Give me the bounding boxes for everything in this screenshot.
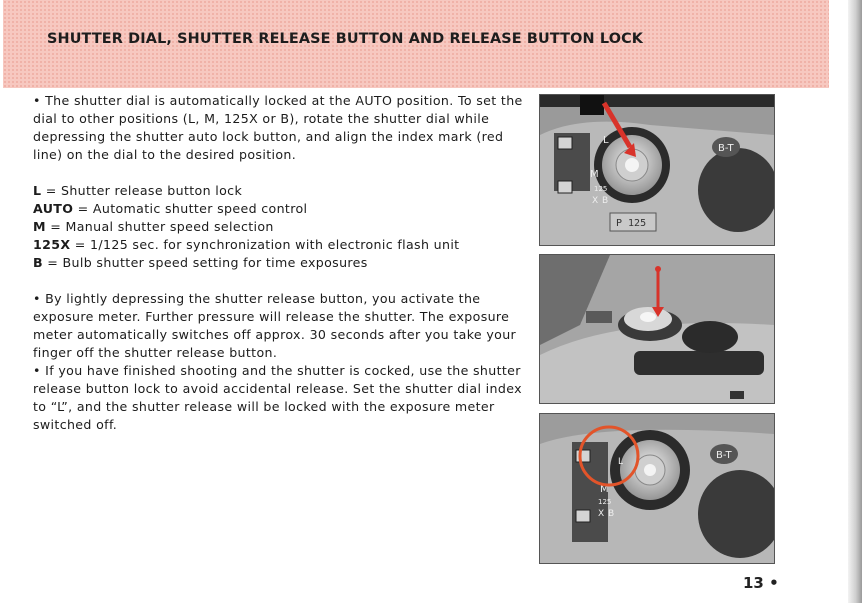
- definition-desc: = Automatic shutter speed control: [73, 201, 308, 216]
- dial-letter-m: M: [600, 484, 609, 495]
- definition-line: [33, 200, 528, 218]
- dial-letter-125: 125: [598, 498, 612, 506]
- dial-letter-m: M: [590, 169, 599, 180]
- section-title: SHUTTER DIAL, SHUTTER RELEASE BUTTON AND RELEASE BUTTON LOCK: [47, 31, 644, 47]
- definition-term: B: [33, 255, 43, 270]
- page-number-bullet: •: [769, 574, 779, 592]
- mode-marker-text: B-T: [716, 450, 732, 461]
- dial-letter-b: B: [602, 196, 609, 206]
- definition-term: M: [33, 219, 46, 234]
- page-number: [743, 574, 779, 592]
- definition-term: AUTO: [33, 201, 74, 216]
- definition-term: 125X: [33, 237, 71, 252]
- definition-desc: = Bulb shutter speed setting for time exposures: [42, 255, 368, 270]
- intro-paragraph: • The shutter dial is automatically locked at the AUTO position. To set the dial to other positions (L, M, 125X or B), rotate the shutter dial while depressing the shutter auto lock button, and align the index mark (red line) on the dial to the desired position.: [33, 93, 523, 162]
- definition-desc: = Manual shutter speed selection: [45, 219, 274, 234]
- dial-letter-x: X: [592, 196, 599, 206]
- definition-line: [33, 182, 528, 200]
- definition-line: [33, 218, 528, 236]
- mode-marker-text: B-T: [718, 143, 734, 154]
- definition-desc: = Shutter release button lock: [41, 183, 243, 198]
- lcd-readout: P 125: [616, 218, 647, 229]
- page-number-value: 13: [743, 574, 764, 592]
- definition-line: [33, 254, 528, 272]
- paragraph-gap: [33, 164, 528, 182]
- release-lock-photo: [539, 413, 775, 564]
- meter-paragraph: • By lightly depressing the shutter release button, you activate the exposure meter. Further pressure will release the shutter. The exposure meter automatically switches off approx. 30 seconds after you take your finger off the shutter release button.: [33, 291, 517, 360]
- dial-letter-125: 125: [594, 185, 608, 193]
- definition-line: [33, 236, 528, 254]
- page-edge-shadow: [848, 0, 862, 603]
- shutter-dial-illustration: [540, 95, 774, 245]
- lock-paragraph: • If you have finished shooting and the shutter is cocked, use the shutter release button lock to avoid accidental release. Set the shutter dial index to “L”, and the shutter release will be locked with the exposure meter switched off.: [33, 363, 522, 432]
- dial-letter-b: B: [608, 509, 615, 519]
- paragraph-gap: [33, 272, 528, 290]
- release-lock-illustration: [540, 414, 774, 563]
- dial-letter-l: L: [603, 135, 609, 146]
- definition-desc: = 1/125 sec. for synchronization with electronic flash unit: [70, 237, 460, 252]
- release-button-photo: [539, 254, 775, 404]
- section-header-band: [3, 0, 829, 88]
- body-text-column: [33, 92, 528, 434]
- release-button-illustration: [540, 255, 774, 403]
- dial-letter-l: L: [618, 457, 624, 467]
- dial-letter-x: X: [598, 509, 605, 519]
- shutter-dial-photo: [539, 94, 775, 246]
- definition-term: L: [33, 183, 42, 198]
